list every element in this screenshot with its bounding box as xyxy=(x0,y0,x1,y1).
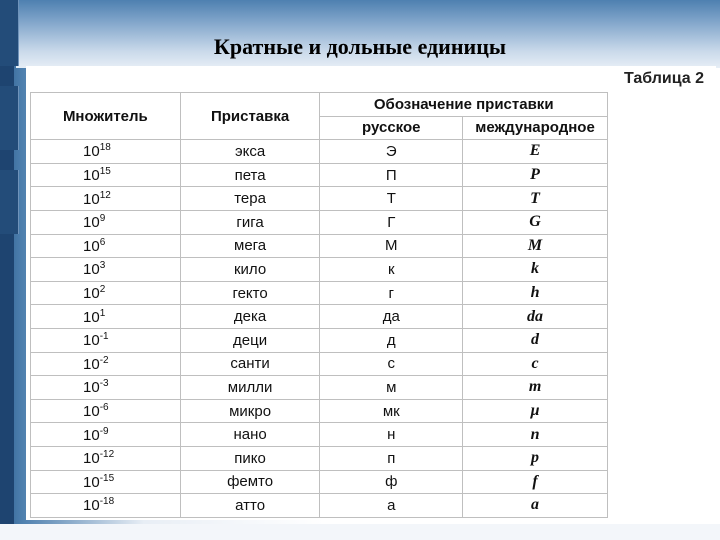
prefix-cell: тера xyxy=(180,187,320,211)
prefix-cell: экса xyxy=(180,140,320,164)
left-accent-block xyxy=(0,86,19,150)
multiplier-cell xyxy=(31,140,181,164)
prefix-cell: мега xyxy=(180,234,320,258)
multiplier-base: 10 xyxy=(83,237,100,255)
table-header-row xyxy=(31,93,608,117)
russian-symbol-cell: П xyxy=(320,163,463,187)
multiplier-cell xyxy=(31,281,181,305)
multiplier-base: 10 xyxy=(83,426,100,444)
multiplier-exponent: 9 xyxy=(99,213,106,225)
bottom-band xyxy=(0,524,720,540)
table-row xyxy=(31,376,608,400)
header-prefix: Приставка xyxy=(180,93,320,140)
multiplier-cell xyxy=(31,399,181,423)
multiplier-cell xyxy=(31,258,181,282)
russian-symbol-cell: д xyxy=(320,328,463,352)
multiplier-base: 10 xyxy=(83,332,100,350)
international-symbol-cell: k xyxy=(463,258,608,282)
multiplier-exponent: 1 xyxy=(99,307,106,319)
table-row xyxy=(31,258,608,282)
multiplier-exponent: -12 xyxy=(99,449,115,461)
multiplier-cell xyxy=(31,494,181,518)
table-row xyxy=(31,470,608,494)
table-label: Таблица 2 xyxy=(624,70,705,87)
prefix-cell: кило xyxy=(180,258,320,282)
multiplier-cell xyxy=(31,210,181,234)
russian-symbol-cell: да xyxy=(320,305,463,329)
prefix-cell: милли xyxy=(180,376,320,400)
multiplier-cell xyxy=(31,352,181,376)
multiplier-cell xyxy=(31,163,181,187)
international-symbol-cell: h xyxy=(463,281,608,305)
multiplier-base: 10 xyxy=(83,355,100,373)
multiplier-base: 10 xyxy=(83,214,100,232)
multiplier-exponent: 18 xyxy=(99,142,111,154)
multiplier-base: 10 xyxy=(83,473,100,491)
russian-symbol-cell: п xyxy=(320,446,463,470)
prefix-cell: фемто xyxy=(180,470,320,494)
prefix-cell: санти xyxy=(180,352,320,376)
russian-symbol-cell: н xyxy=(320,423,463,447)
international-symbol-cell: da xyxy=(463,305,608,329)
table-row xyxy=(31,352,608,376)
table-row xyxy=(31,140,608,164)
table-row xyxy=(31,187,608,211)
multiplier-cell xyxy=(31,328,181,352)
multiplier-exponent: -2 xyxy=(99,354,109,366)
multiplier-exponent: 12 xyxy=(99,189,111,201)
multiplier-base: 10 xyxy=(83,285,100,303)
multiplier-base: 10 xyxy=(83,379,100,397)
multiplier-cell xyxy=(31,376,181,400)
prefix-cell: пико xyxy=(180,446,320,470)
table-row xyxy=(31,446,608,470)
table-row xyxy=(31,210,608,234)
table-row xyxy=(31,163,608,187)
table-row xyxy=(31,328,608,352)
table-body xyxy=(31,140,608,518)
multiplier-cell xyxy=(31,423,181,447)
multiplier-base: 10 xyxy=(83,167,100,185)
international-symbol-cell: p xyxy=(463,446,608,470)
header-russian: русское xyxy=(320,116,463,140)
multiplier-exponent: 15 xyxy=(99,166,111,178)
table-row xyxy=(31,281,608,305)
international-symbol-cell: P xyxy=(463,163,608,187)
table-row xyxy=(31,423,608,447)
international-symbol-cell: d xyxy=(463,328,608,352)
international-symbol-cell: c xyxy=(463,352,608,376)
prefix-cell: гекто xyxy=(180,281,320,305)
multiplier-base: 10 xyxy=(83,403,100,421)
international-symbol-cell: M xyxy=(463,234,608,258)
multiplier-base: 10 xyxy=(83,450,100,468)
multiplier-exponent: -18 xyxy=(99,496,115,508)
russian-symbol-cell: а xyxy=(320,494,463,518)
left-accent-block xyxy=(0,170,19,234)
international-symbol-cell: E xyxy=(463,140,608,164)
multiplier-cell xyxy=(31,234,181,258)
russian-symbol-cell: мк xyxy=(320,399,463,423)
russian-symbol-cell: м xyxy=(320,376,463,400)
header-international: международное xyxy=(463,116,608,140)
russian-symbol-cell: Э xyxy=(320,140,463,164)
russian-symbol-cell: М xyxy=(320,234,463,258)
prefix-cell: микро xyxy=(180,399,320,423)
multiplier-base: 10 xyxy=(83,143,100,161)
prefix-cell: нано xyxy=(180,423,320,447)
left-accent-bar xyxy=(0,0,14,540)
header-designation: Обозначение приставки xyxy=(320,93,608,117)
table-row xyxy=(31,234,608,258)
international-symbol-cell: G xyxy=(463,210,608,234)
table-row xyxy=(31,399,608,423)
multiplier-exponent: -15 xyxy=(99,472,115,484)
multiplier-exponent: -3 xyxy=(99,378,109,390)
multiplier-exponent: 6 xyxy=(99,236,106,248)
russian-symbol-cell: Т xyxy=(320,187,463,211)
russian-symbol-cell: к xyxy=(320,258,463,282)
table-row xyxy=(31,305,608,329)
russian-symbol-cell: с xyxy=(320,352,463,376)
multiplier-cell xyxy=(31,470,181,494)
multiplier-exponent: 3 xyxy=(99,260,106,272)
international-symbol-cell: m xyxy=(463,376,608,400)
russian-symbol-cell: ф xyxy=(320,470,463,494)
prefix-cell: дека xyxy=(180,305,320,329)
prefix-cell: гига xyxy=(180,210,320,234)
slide-title: Кратные и дольные единицы xyxy=(213,34,507,59)
multiplier-base: 10 xyxy=(83,497,100,515)
multiplier-cell xyxy=(31,187,181,211)
prefix-cell: пета xyxy=(180,163,320,187)
international-symbol-cell: a xyxy=(463,494,608,518)
prefix-table xyxy=(30,92,608,518)
multiplier-exponent: -1 xyxy=(99,331,109,343)
international-symbol-cell: T xyxy=(463,187,608,211)
russian-symbol-cell: Г xyxy=(320,210,463,234)
multiplier-exponent: 2 xyxy=(99,284,106,296)
prefix-cell: деци xyxy=(180,328,320,352)
russian-symbol-cell: г xyxy=(320,281,463,305)
multiplier-cell xyxy=(31,305,181,329)
header-multiplier: Множитель xyxy=(31,93,181,140)
multiplier-base: 10 xyxy=(83,261,100,279)
table-row xyxy=(31,494,608,518)
multiplier-exponent: -9 xyxy=(99,425,109,437)
international-symbol-cell: n xyxy=(463,423,608,447)
international-symbol-cell: μ xyxy=(463,399,608,423)
multiplier-exponent: -6 xyxy=(99,402,109,414)
prefix-cell: атто xyxy=(180,494,320,518)
multiplier-cell xyxy=(31,446,181,470)
international-symbol-cell: f xyxy=(463,470,608,494)
multiplier-base: 10 xyxy=(83,308,100,326)
multiplier-base: 10 xyxy=(83,190,100,208)
